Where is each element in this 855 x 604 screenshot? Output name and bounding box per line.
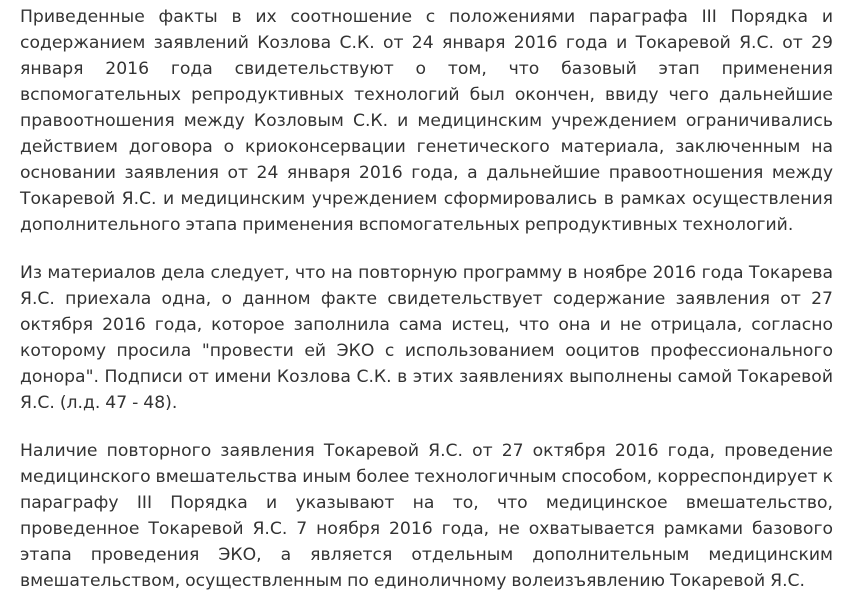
- paragraph: Из материалов дела следует, что на повторную программу в ноябре 2016 года Токарева Я.С. приехала одна, о данном факте свидетельствует содержание заявления от 27 октября 2016 года, которое заполнила сама истец, что она и не отрицала, согласно которому просила "провести ей ЭКО с использованием ооцитов профессионального донора". Подписи от имени Козлова С.К. в этих заявлениях выполнены самой Токаревой Я.С. (л.д. 47 - 48).: [20, 263, 833, 413]
- paragraph: Наличие повторного заявления Токаревой Я.С. от 27 октября 2016 года, проведение медицинского вмешательства иным более технологичным способом, корреспондирует к параграфу III Порядка и указывают на то, что медицинское вмешательство, проведенное Токаревой Я.С. 7 ноября 2016 года, не охватывается рамками базового этапа проведения ЭКО, а является отдельным дополнительным медицинским вмешательством, осуществленным по единоличному волеизъявлению Токаревой Я.С.: [20, 441, 833, 591]
- paragraph: Приведенные факты в их соотношение с положениями параграфа III Порядка и содержанием заявлений Козлова С.К. от 24 января 2016 года и Токаревой Я.С. от 29 января 2016 года свидетельствуют о том, что базовый этап применения вспомогательных репродуктивных технологий был окончен, ввиду чего дальнейшие правоотношения между Козловым С.К. и медицинским учреждением ограничивались действием договора о криоконсервации генетического материала, заключенным на основании заявления от 24 января 2016 года, а дальнейшие правоотношения между Токаревой Я.С. и медицинским учреждением сформировались в рамках осуществления дополнительного этапа применения вспомогательных репродуктивных технологий.: [20, 7, 833, 235]
- document-body: [20, 4, 833, 594]
